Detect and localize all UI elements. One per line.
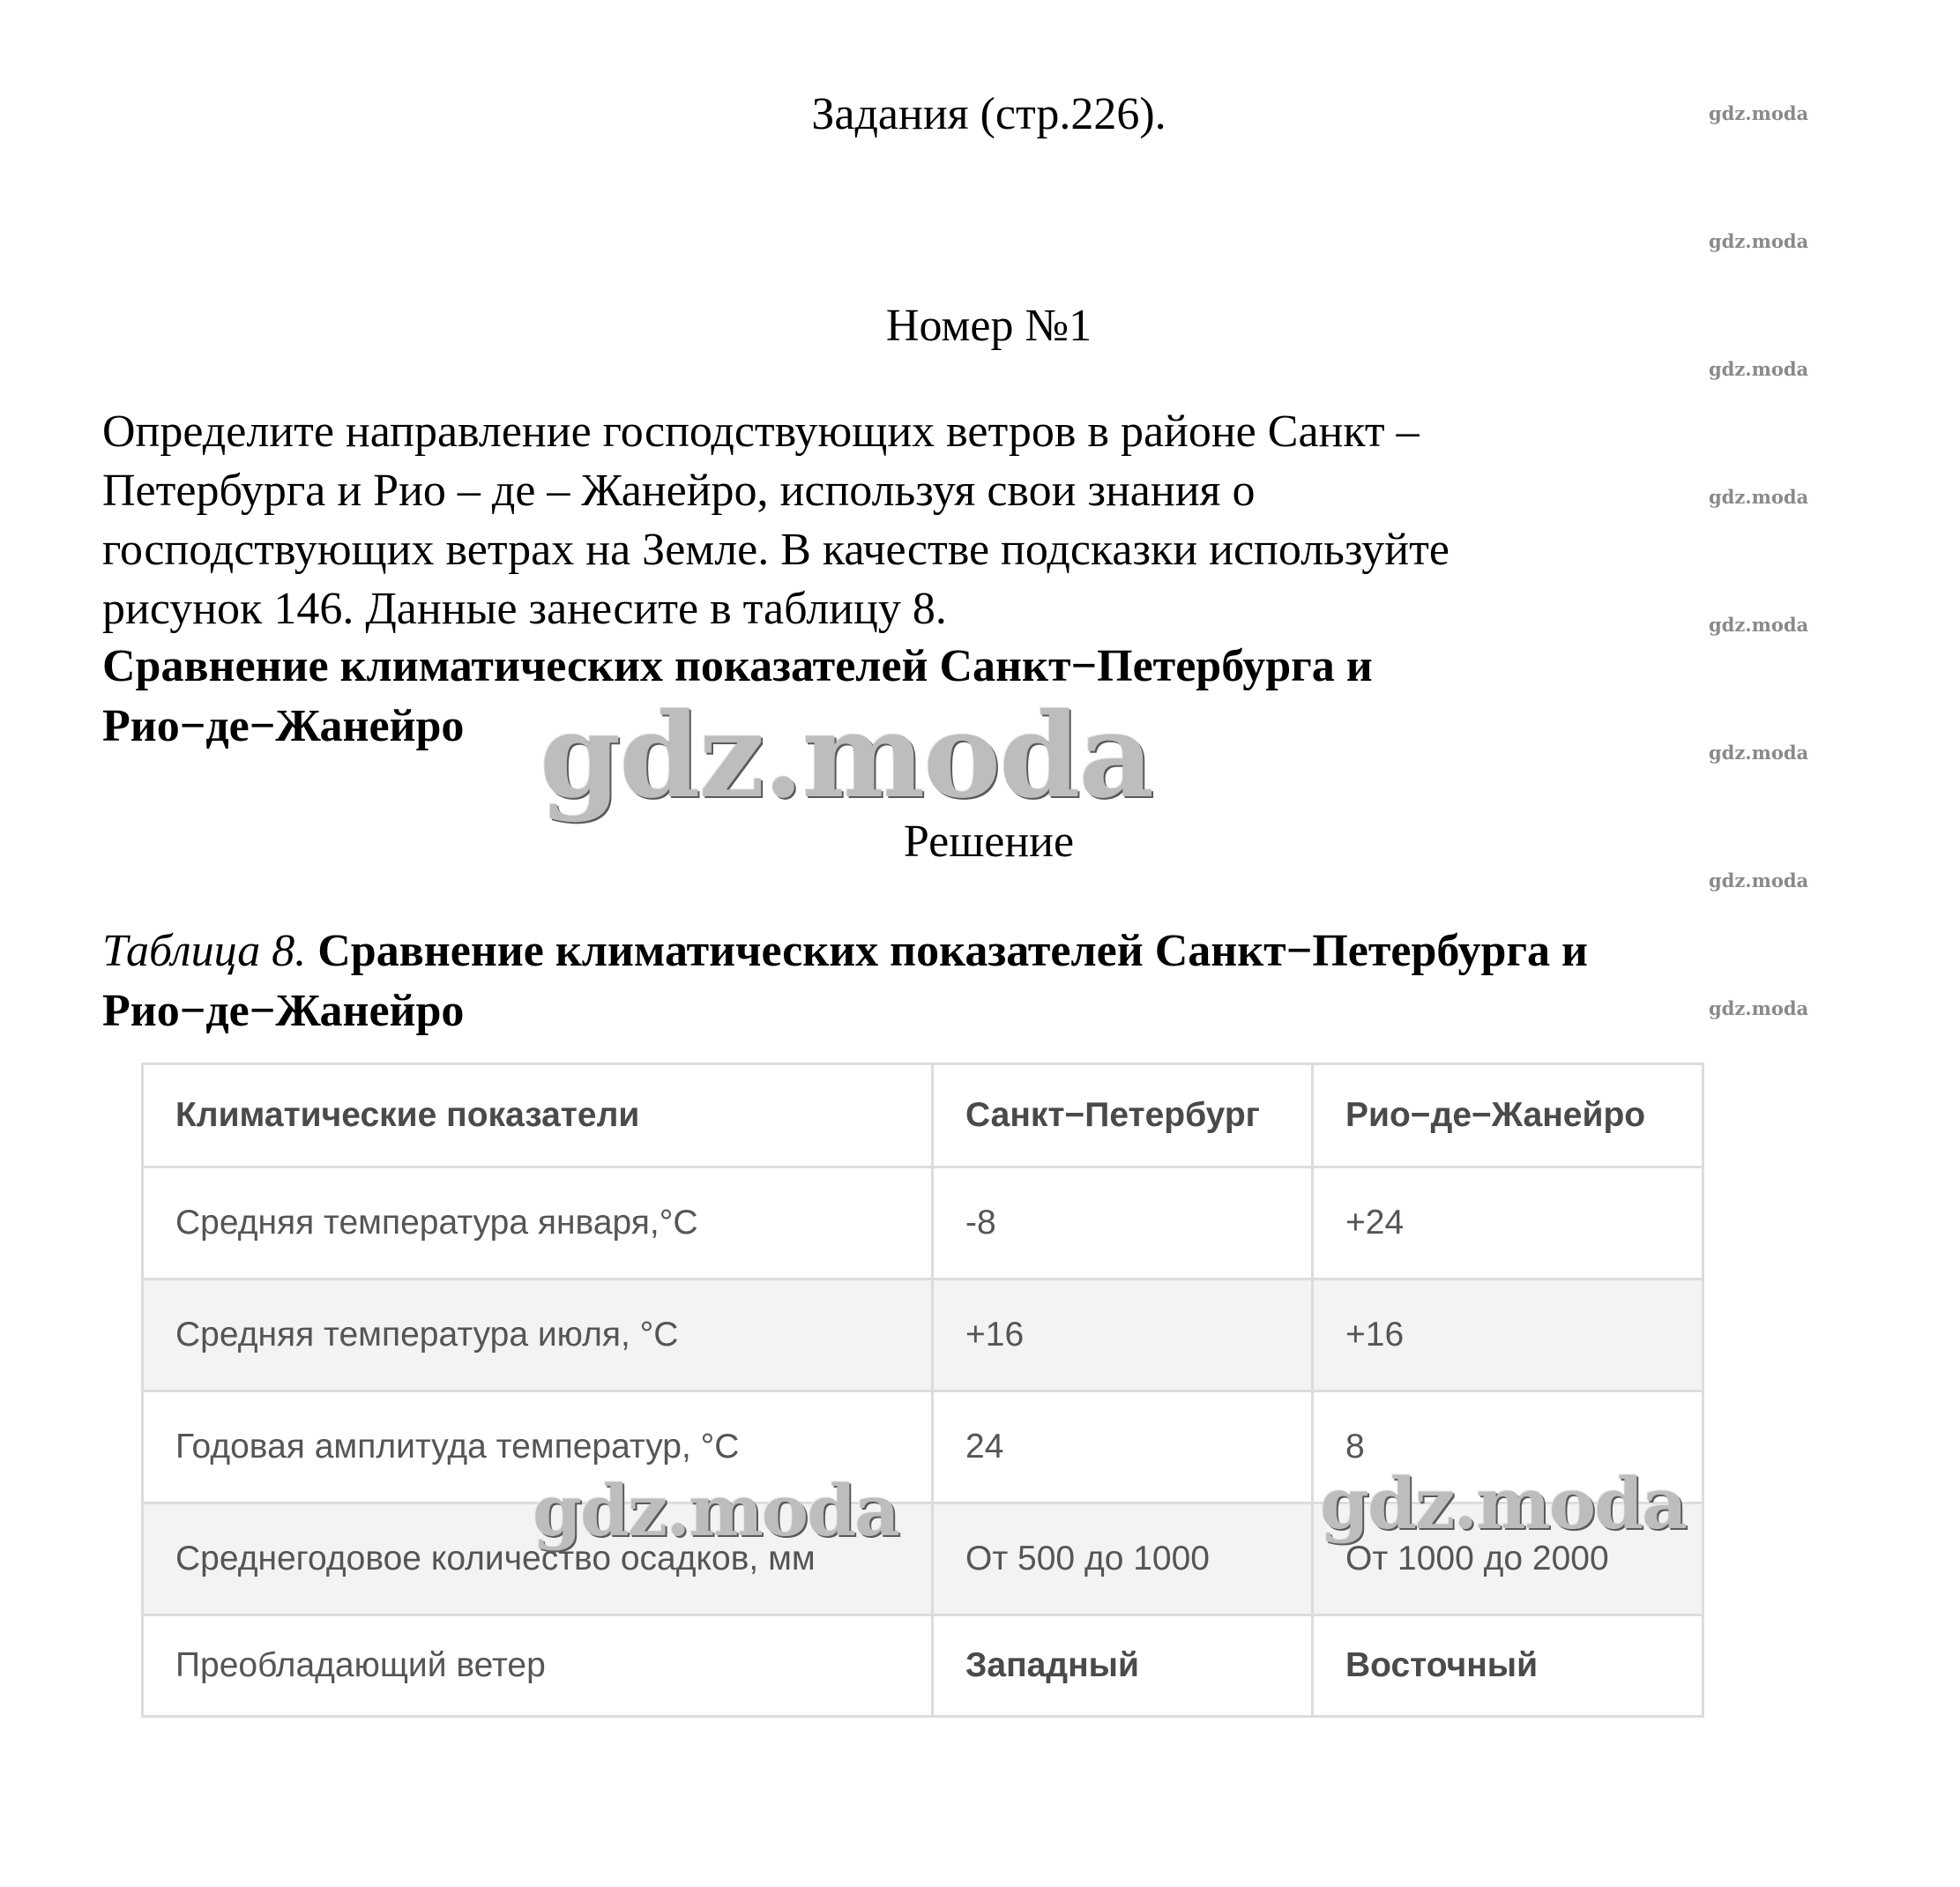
side-watermark: gdz.moda — [1709, 486, 1809, 508]
table-caption-separator: . — [294, 926, 318, 976]
table-row — [143, 1167, 1703, 1279]
table-caption-title: Сравнение климатических показателей Санкт−Петербурга и — [317, 926, 1588, 976]
table-cell: Годовая амплитуда температур, °С — [143, 1391, 933, 1503]
table-cell: -8 — [933, 1167, 1313, 1279]
task-text-line: Петербурга и Рио – де – Жанейро, используя свои знания о — [102, 466, 1256, 516]
table-header-row — [143, 1064, 1703, 1167]
side-watermark: gdz.moda — [1709, 102, 1809, 124]
table-header-cell: Санкт−Петербург — [933, 1064, 1313, 1167]
table-caption — [102, 921, 1883, 1041]
page-header-title: Задания (стр.226). — [811, 89, 1166, 139]
table-row — [143, 1615, 1703, 1717]
watermark-logo: gdz.moda — [540, 688, 1153, 824]
table-cell: Средняя температура июля, °С — [143, 1279, 933, 1391]
task-subtitle-line: Рио−де−Жанейро — [102, 701, 465, 751]
side-watermark: gdz.moda — [1709, 869, 1809, 891]
table-cell: Средняя температура января,°С — [143, 1167, 933, 1279]
table-cell: Восточный — [1313, 1615, 1703, 1717]
task-number-title: Номер №1 — [885, 301, 1092, 351]
side-watermark: gdz.moda — [1709, 997, 1809, 1019]
task-text-line: рисунок 146. Данные занесите в таблицу 8. — [102, 584, 947, 634]
table-caption-label: Таблица 8 — [102, 926, 295, 976]
side-watermark: gdz.moda — [1709, 614, 1809, 636]
task-text — [102, 402, 1777, 638]
table-cell: Западный — [933, 1615, 1313, 1717]
task-text-line: Определите направление господствующих ветров в районе Санкт – — [102, 406, 1420, 457]
table-cell: +16 — [1313, 1279, 1703, 1391]
table-cell: 8 — [1313, 1391, 1703, 1503]
table-caption-line: Рио−де−Жанейро — [102, 986, 465, 1036]
table-caption-line — [102, 921, 1883, 981]
side-watermark: gdz.moda — [1709, 358, 1809, 380]
table-cell: Преобладающий ветер — [143, 1615, 933, 1717]
table-header-cell: Климатические показатели — [143, 1064, 933, 1167]
table-cell: 24 — [933, 1391, 1313, 1503]
watermark-logo: gdz.moda — [533, 1469, 898, 1552]
climate-comparison-table — [141, 1063, 1704, 1718]
watermark-logo: gdz.moda — [1320, 1462, 1686, 1545]
table-cell: От 1000 до 2000 — [1313, 1503, 1703, 1615]
table-row — [143, 1279, 1703, 1391]
task-text-line: господствующих ветрах на Земле. В качестве подсказки используйте — [102, 525, 1450, 575]
table-header-cell: Рио−де−Жанейро — [1313, 1064, 1703, 1167]
solution-label: Решение — [903, 817, 1075, 867]
table-cell: +24 — [1313, 1167, 1703, 1279]
table-cell: +16 — [933, 1279, 1313, 1391]
task-subtitle-line: Сравнение климатических показателей Санкт−Петербурга и — [102, 641, 1373, 691]
side-watermark: gdz.moda — [1709, 742, 1809, 764]
side-watermark: gdz.moda — [1709, 230, 1809, 252]
table-cell: Среднегодовое количество осадков, мм — [143, 1503, 933, 1615]
table-cell: От 500 до 1000 — [933, 1503, 1313, 1615]
